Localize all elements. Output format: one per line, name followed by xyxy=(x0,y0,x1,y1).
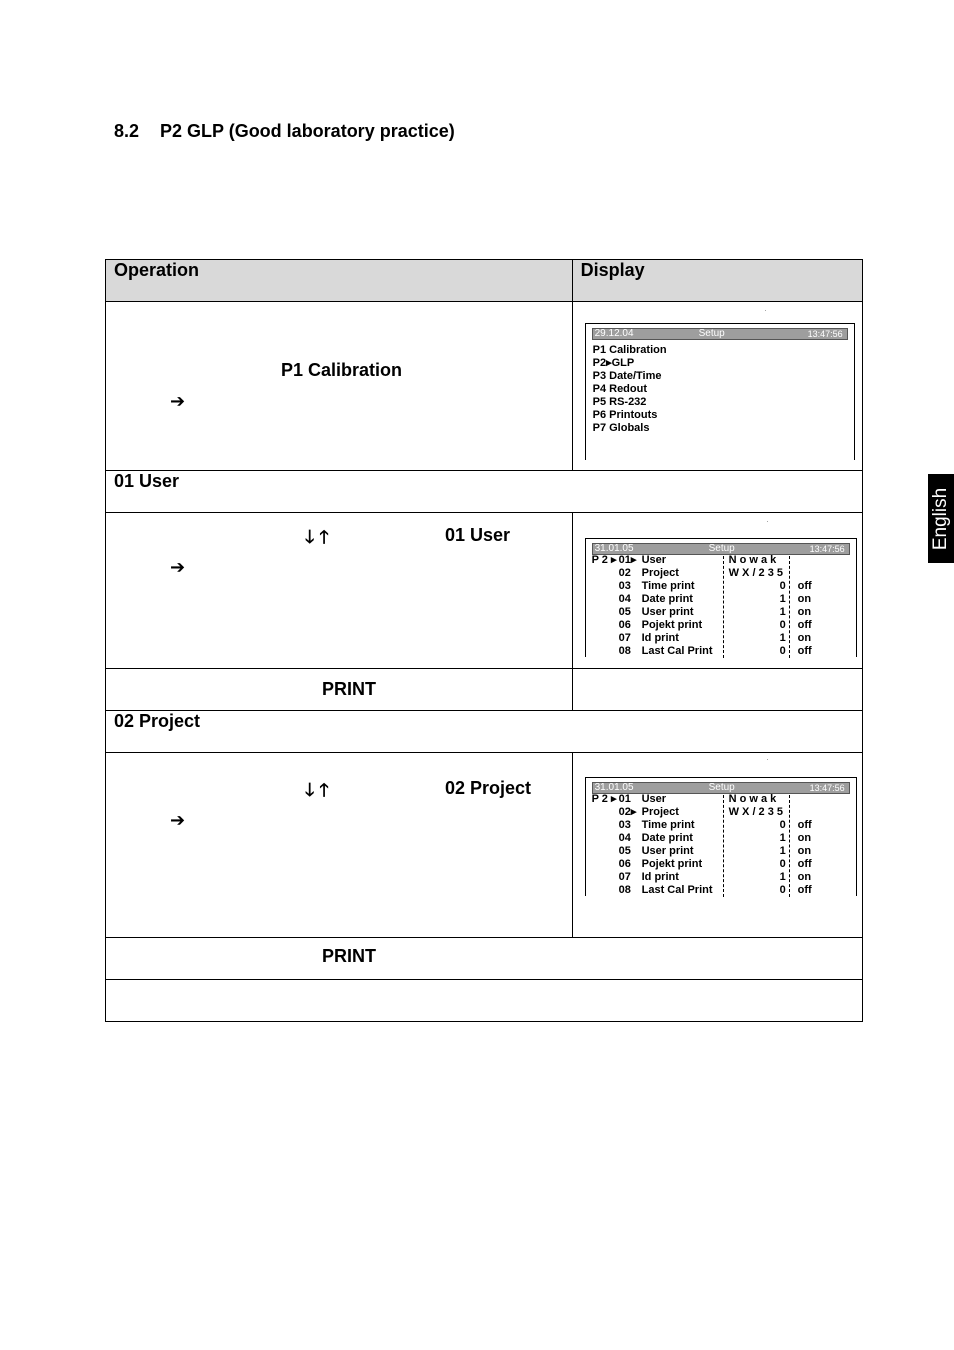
row-code: 08 xyxy=(618,884,631,896)
screen-time: 13:47:56 xyxy=(809,544,845,554)
operation-cell xyxy=(106,302,573,471)
screen-prefix: P 2 ▸ xyxy=(591,793,617,805)
row-state: off xyxy=(797,580,812,592)
operation-table xyxy=(105,259,863,1022)
row-value: N o w a k xyxy=(728,554,777,566)
row-number: 0 xyxy=(779,858,786,870)
row-code: 02▸ xyxy=(618,806,637,818)
operation-cell xyxy=(106,938,863,980)
row-code: 07 xyxy=(618,871,631,883)
row-value: N o w a k xyxy=(728,793,777,805)
row-code: 05 xyxy=(618,606,631,618)
tick-mark: · xyxy=(766,757,769,763)
row-state: off xyxy=(797,858,812,870)
menu-item: P2▸GLP xyxy=(592,357,635,369)
row-code: 04 xyxy=(618,832,631,844)
row-name: User xyxy=(641,793,667,805)
row-name: Pojekt print xyxy=(641,858,703,870)
screen-time: 13:47:56 xyxy=(807,329,843,339)
menu-item: P6 Printouts xyxy=(592,409,658,421)
operation-cell xyxy=(106,753,573,938)
divider xyxy=(789,795,790,897)
header-display: Display xyxy=(572,260,862,302)
menu-item: P3 Date/Time xyxy=(592,370,662,382)
row-state: off xyxy=(797,884,812,896)
header-operation: Operation xyxy=(106,260,573,302)
screen-mode: Setup xyxy=(708,543,735,554)
row-state: on xyxy=(797,593,812,605)
row-code: 08 xyxy=(618,645,631,657)
row-name: Date print xyxy=(641,832,693,844)
row-value: W X / 2 3 5 xyxy=(728,567,784,579)
section-row-user xyxy=(106,471,863,513)
row-number: 1 xyxy=(779,606,786,618)
screen-date: 31.01.05 xyxy=(594,782,634,793)
row-name: User print xyxy=(641,606,694,618)
screen-time: 13:47:56 xyxy=(809,783,845,793)
section-title-project: 02 Project xyxy=(106,711,863,753)
section-title-user: 01 User xyxy=(106,471,863,513)
row-number: 1 xyxy=(779,845,786,857)
step-label: 02 Project xyxy=(445,778,532,798)
print-row xyxy=(106,669,863,711)
row-state: on xyxy=(797,845,812,857)
tick-mark: · xyxy=(766,519,769,525)
row-state: on xyxy=(797,832,812,844)
down-up-arrows-icon: 🡓 🡑 xyxy=(305,527,329,547)
row-state: on xyxy=(797,632,812,644)
row-number: 0 xyxy=(779,884,786,896)
divider xyxy=(723,795,724,897)
display-screen xyxy=(585,777,857,896)
empty-row xyxy=(106,980,863,1022)
menu-item: P5 RS-232 xyxy=(592,396,647,408)
row-name: Time print xyxy=(641,819,695,831)
row-code: 01 xyxy=(618,793,631,805)
row-number: 1 xyxy=(779,832,786,844)
screen-mode: Setup xyxy=(708,782,735,793)
row-value: W X / 2 3 5 xyxy=(728,806,784,818)
language-tab-label: English xyxy=(930,487,951,550)
section-heading xyxy=(114,121,455,142)
display-screen xyxy=(585,538,857,657)
down-up-arrows-icon: 🡓 🡑 xyxy=(305,780,329,800)
tick-mark: · xyxy=(764,308,767,314)
row-number: 0 xyxy=(779,645,786,657)
row-code: 07 xyxy=(618,632,631,644)
row-state: off xyxy=(797,619,812,631)
empty-cell xyxy=(106,980,863,1022)
row-code: 05 xyxy=(618,845,631,857)
section-title: P2 GLP (Good laboratory practice) xyxy=(160,121,455,141)
row-state: on xyxy=(797,871,812,883)
row-state: on xyxy=(797,606,812,618)
row-state: off xyxy=(797,819,812,831)
step-label: P1 Calibration xyxy=(281,360,403,380)
print-key-label: PRINT xyxy=(322,946,376,966)
operation-cell xyxy=(106,513,573,669)
display-cell xyxy=(572,669,862,711)
right-arrow-icon: ➔ xyxy=(170,557,186,577)
row-code: 03 xyxy=(618,819,631,831)
row-name: Id print xyxy=(641,871,679,883)
row-code: 02 xyxy=(618,567,631,579)
row-number: 0 xyxy=(779,619,786,631)
row-number: 0 xyxy=(779,819,786,831)
menu-item: P1 Calibration xyxy=(592,344,667,356)
table-row xyxy=(106,513,863,669)
row-name: Project xyxy=(641,806,679,818)
table-header-row xyxy=(106,260,863,302)
row-name: Last Cal Print xyxy=(641,884,713,896)
row-code: 04 xyxy=(618,593,631,605)
row-code: 01▸ xyxy=(618,554,637,566)
divider xyxy=(789,556,790,658)
screen-date: 29.12.04 xyxy=(594,328,634,339)
section-number: 8.2 xyxy=(114,121,140,141)
display-screen xyxy=(585,323,855,460)
divider xyxy=(723,556,724,658)
row-code: 06 xyxy=(618,858,631,870)
screen-date: 31.01.05 xyxy=(594,543,634,554)
display-cell xyxy=(572,513,862,669)
row-code: 06 xyxy=(618,619,631,631)
table-row xyxy=(106,302,863,471)
print-key-label: PRINT xyxy=(322,679,376,699)
row-number: 0 xyxy=(779,580,786,592)
row-name: Id print xyxy=(641,632,679,644)
language-tab xyxy=(928,474,954,563)
display-cell xyxy=(572,302,862,471)
row-name: Pojekt print xyxy=(641,619,703,631)
right-arrow-icon: ➔ xyxy=(170,810,186,830)
row-name: User print xyxy=(641,845,694,857)
row-name: Project xyxy=(641,567,679,579)
step-label: 01 User xyxy=(445,525,511,545)
table-row xyxy=(106,753,863,938)
row-state: off xyxy=(797,645,812,657)
operation-cell xyxy=(106,669,573,711)
display-cell xyxy=(572,753,862,938)
row-number: 1 xyxy=(779,593,786,605)
row-name: Time print xyxy=(641,580,695,592)
row-name: User xyxy=(641,554,667,566)
screen-mode: Setup xyxy=(698,328,725,339)
section-row-project xyxy=(106,711,863,753)
print-row xyxy=(106,938,863,980)
menu-item: P4 Redout xyxy=(592,383,648,395)
right-arrow-icon: ➔ xyxy=(170,391,186,411)
row-code: 03 xyxy=(618,580,631,592)
menu-item: P7 Globals xyxy=(592,422,650,434)
row-number: 1 xyxy=(779,871,786,883)
row-number: 1 xyxy=(779,632,786,644)
status-bar xyxy=(592,328,848,340)
screen-prefix: P 2 ▸ xyxy=(591,554,617,566)
row-name: Last Cal Print xyxy=(641,645,713,657)
row-name: Date print xyxy=(641,593,693,605)
